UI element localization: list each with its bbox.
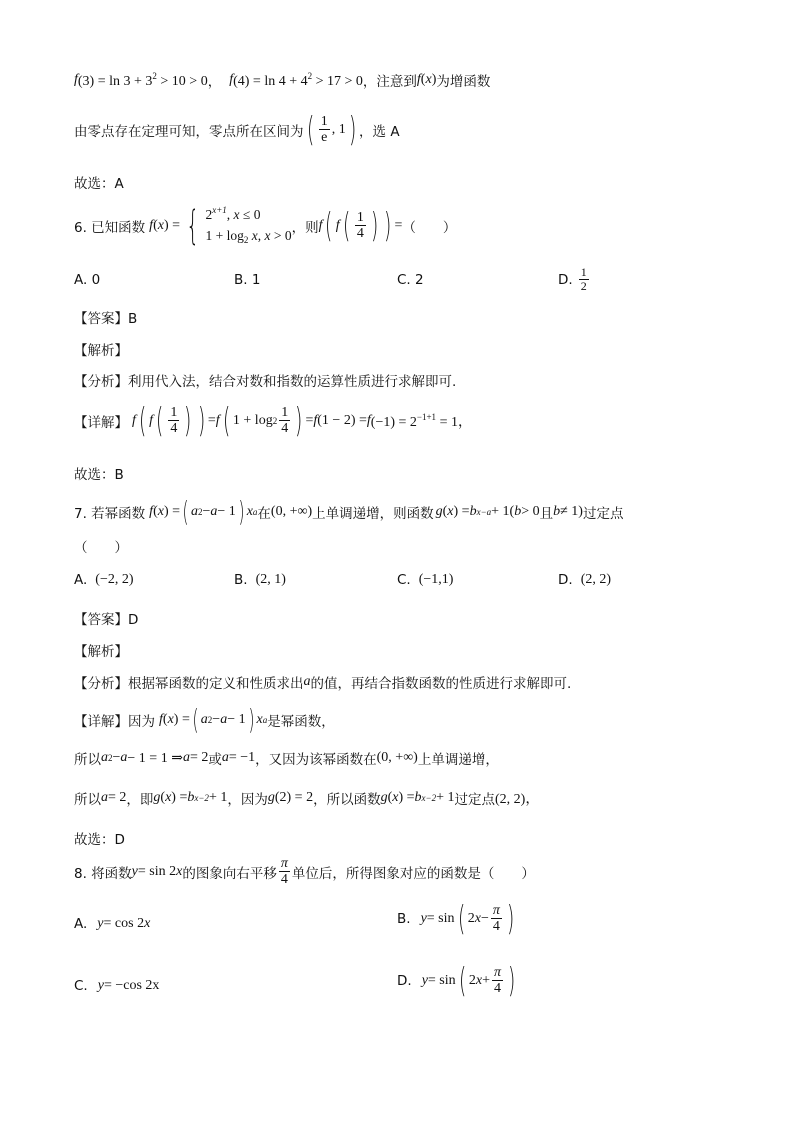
piecewise-function: { $2^{x+1}$, x ≤ 0 $1 + \log_2 x$, x > 0	[186, 202, 292, 249]
q6-option-b: B. 1	[234, 272, 261, 288]
choose-b-line: 故选：B	[74, 467, 124, 483]
q8-option-a: A. y = cos 2 x	[74, 916, 151, 932]
q6-option-a: A. 0	[74, 272, 101, 288]
solution-line-2: 由零点存在定理可知，零点所在区间为 ( $\frac{1}{e}$ , 1 ) ，选 A	[74, 110, 400, 150]
q6-jiexi: 【解析】	[74, 343, 128, 359]
q8-option-d: D. y = sin ( 2 x + $\frac{\pi}{4}$ )	[397, 961, 516, 1001]
q7-paren: （ ）	[74, 540, 128, 556]
q7-option-d: D. (2, 2)	[558, 572, 612, 588]
q6-analysis: 【分析】利用代入法，结合对数和指数的运算性质进行求解即可.	[74, 374, 457, 390]
q8-option-b: B. y = sin ( 2 x − $\frac{\pi}{4}$ )	[397, 899, 515, 939]
q7-step-2: 所以 a = 2 ，即 g ( x ) = b x−2 + 1 ，因为 g (2) = 2 ，所以函数 g ( x ) = b x−2 + 1 过定点 (2, 2)，	[74, 790, 540, 808]
q6-option-d: D. $\frac{1}{2}$	[558, 265, 587, 294]
q7-jiexi: 【解析】	[74, 644, 128, 660]
question-8: 8. 将函数 y = sin 2 x 的图象向右平移 $\frac{\pi}{4}$ 单位后，所得图象对应的函数是（ ）	[74, 856, 535, 888]
q7-option-b: B. (2, 1)	[234, 572, 286, 588]
q7-analysis: 【分析】根据幂函数的定义和性质求出 a 的值，再结合指数函数的性质进行求解即可.	[74, 674, 572, 692]
choose-a-line: 故选：A	[74, 176, 124, 192]
question-6: 6. 已知函数 f ( x ) = { $2^{x+1}$, x ≤ 0 $1 + \log_2 x$, x > 0 ，则 f ( f ( $\frac{1}{4}$ ) ) = （ ）	[74, 202, 457, 249]
q7-answer: 【答案】D	[74, 612, 139, 628]
q6-answer: 【答案】B	[74, 311, 138, 327]
q7-step-1: 所以 a 2 − a − 1 = 1 ⇒ a = 2 或 a = −1 ，又因为该幂函数在 (0, +∞) 上单调递增，	[74, 750, 499, 768]
q7-detail: 【详解】因为 f ( x ) = ( a 2 − a − 1 ) x a 是幂函数，	[74, 703, 335, 736]
q7-option-c: C. (−1,1)	[397, 572, 454, 588]
question-7: 7. 若幂函数 f ( x ) = ( a 2 − a − 1 ) x a 在 (0, +∞) 上单调递增，则函数 g ( x ) = b x−a + 1( b > 0 且 b ≠ 1) 过定点	[74, 495, 624, 528]
q6-option-c: C. 2	[397, 272, 424, 288]
solution-line-1: f $(3) = \ln 3 + 3^2 > 10 > 0$ ， f $(4) = \ln 4 + 4^2 > 17 > 0$ ，注意到 f ( x ) 为增函数	[74, 70, 491, 90]
q8-option-c: C. y = −cos 2x	[74, 978, 160, 994]
choose-d-line: 故选：D	[74, 832, 125, 848]
q6-detail: 【详解】 f ( f ( $\frac{1}{4}$ ) ) = f ( 1 + log 2 $\frac{1}{4}$ ) = f (1 − 2) = f $(-1) = 2^{-1+1} = 1$，	[74, 401, 472, 441]
q7-option-a: A. (−2, 2)	[74, 572, 134, 588]
